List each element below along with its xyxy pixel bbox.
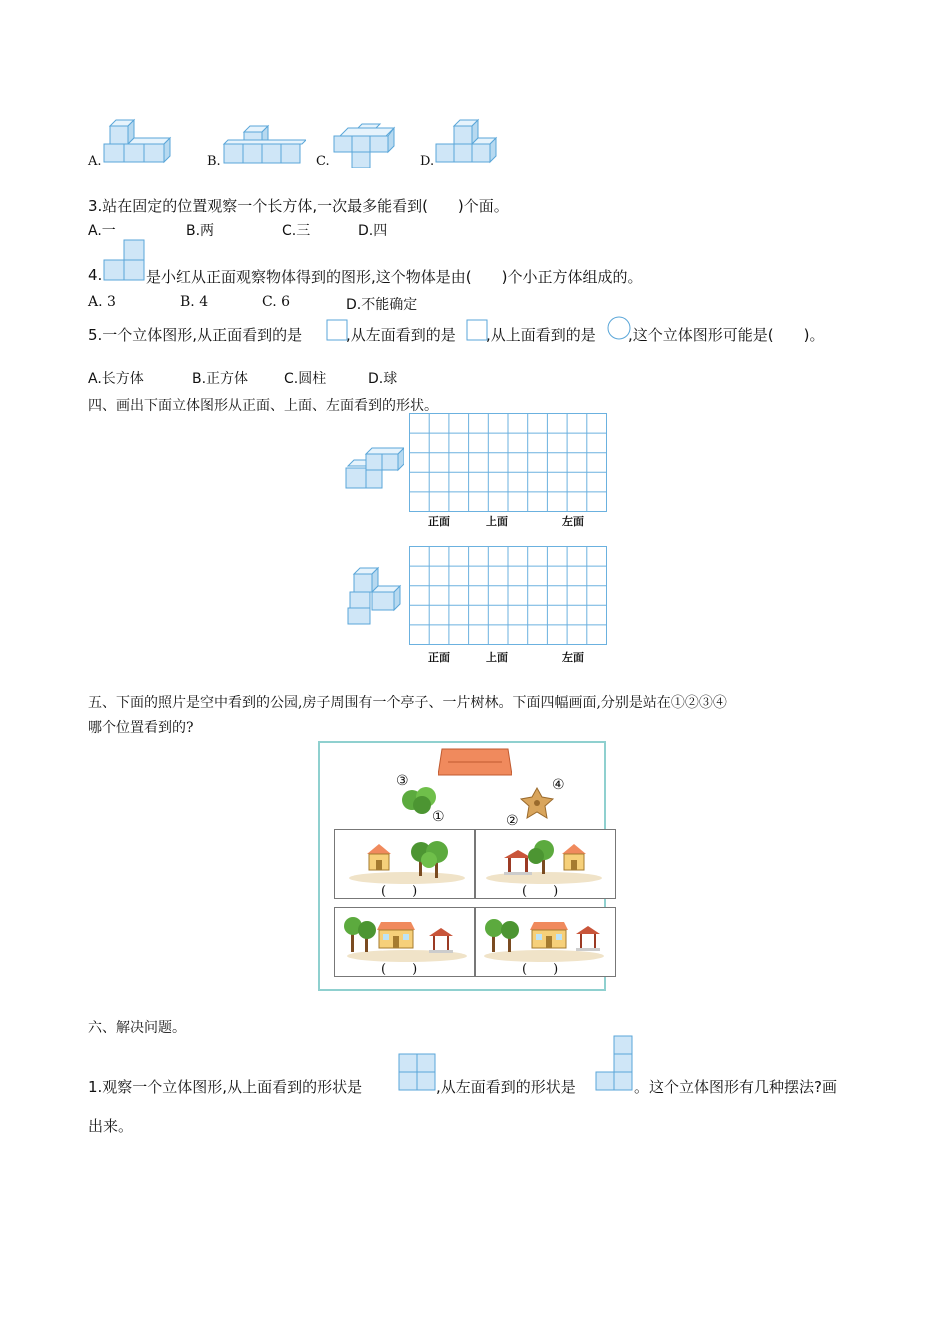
q3-option-d: D.四 [358,223,388,239]
q5-option-d: D.球 [368,371,398,387]
aerial-pavilion [520,787,554,819]
section6-title: 六、解决问题。 [88,1020,186,1036]
section4-grid2[interactable] [409,546,607,645]
q4-shape-icon [102,238,146,284]
q5-option-c: C.圆柱 [284,371,327,387]
q2-option-d-label: D. [420,154,435,169]
q2-option-a-label: A. [88,154,102,169]
scene-3-answer[interactable]: ( ) [381,962,418,977]
scene-2 [475,829,616,899]
grid1-label-left: 左面 [562,515,584,528]
q4-option-b: B. 4 [180,294,209,310]
scene-4 [475,907,616,977]
q3-text: 3.站在固定的位置观察一个长方体,一次最多能看到( )个面。 [88,197,509,215]
q3-option-c: C.三 [282,223,311,239]
grid1-label-top: 上面 [486,515,508,528]
q5-part3: ,从上面看到的是 [486,326,596,344]
park-illustration [318,741,606,991]
q3-options [88,220,488,240]
s6-q1-part3: 。这个立体图形有几种摆法?画 [634,1078,837,1096]
q4-number: 4. [88,266,103,284]
section4-title: 四、画出下面立体图形从正面、上面、左面看到的形状。 [88,398,438,414]
s6-q1-line2: 出来。 [88,1117,134,1135]
scene-1 [334,829,475,899]
q5-front-square-icon [326,316,348,342]
q4-option-d: D.不能确定 [346,297,418,313]
section4-grid1[interactable] [409,413,607,512]
scene-4-answer[interactable]: ( ) [522,962,559,977]
section5-line2: 哪个位置看到的? [88,720,194,736]
q5-option-b: B.正方体 [192,371,249,387]
section5-line1: 五、下面的照片是空中看到的公园,房子周围有一个亭子、一片树林。下面四幅画面,分别是站在①②③④ [88,695,727,711]
s6-q1-top-view-icon [397,1052,437,1092]
scene-3 [334,907,475,977]
marker-1: ① [432,809,445,825]
scene-3-drawing [337,910,471,962]
q4-text: 是小红从正面观察物体得到的图形,这个物体是由( )个小正方体组成的。 [146,268,643,286]
q2-option-d-figure [434,112,504,168]
marker-2: ② [506,813,519,829]
q5-part2: ,从左面看到的是 [346,326,456,344]
q4-options [88,294,488,314]
grid2-label-left: 左面 [562,651,584,664]
s6-q1-part2: ,从左面看到的形状是 [436,1078,576,1096]
q3-option-a: A.一 [88,223,116,239]
q2-option-c-label: C. [316,154,330,169]
scene-1-answer[interactable]: ( ) [381,884,418,899]
q5-part4: ,这个立体图形可能是( )。 [628,326,825,344]
marker-3: ③ [396,773,409,789]
section4-figure2 [346,566,402,626]
aerial-house-roof [438,747,512,777]
q5-line [88,314,868,348]
s6-q1-line [88,1034,878,1094]
q4-option-c: C. 6 [262,294,291,310]
s6-q1-part1: 1.观察一个立体图形,从上面看到的形状是 [88,1078,363,1096]
q3-option-b: B.两 [186,223,215,239]
q5-options [88,368,488,388]
q5-option-a: A.长方体 [88,371,144,387]
grid1-label-front: 正面 [428,515,450,528]
grid2-label-top: 上面 [486,651,508,664]
q4-line [88,238,848,286]
scene-2-answer[interactable]: ( ) [522,884,559,899]
q2-option-b-label: B. [207,154,221,169]
q2-option-a-figure [102,112,178,168]
grid2-label-front: 正面 [428,651,450,664]
q2-option-c-figure [330,122,400,168]
marker-4: ④ [552,777,565,793]
q4-option-a: A. 3 [88,294,116,310]
q2-option-b-figure [222,118,306,168]
q5-left-square-icon [466,316,488,342]
q5-part1: 5.一个立体图形,从正面看到的是 [88,326,303,344]
section4-figure1 [344,444,404,492]
scene-2-drawing [478,832,612,884]
scene-4-drawing [478,910,612,962]
q2-options [86,108,516,178]
s6-q1-left-view-icon [594,1034,634,1092]
scene-1-drawing [337,832,471,884]
